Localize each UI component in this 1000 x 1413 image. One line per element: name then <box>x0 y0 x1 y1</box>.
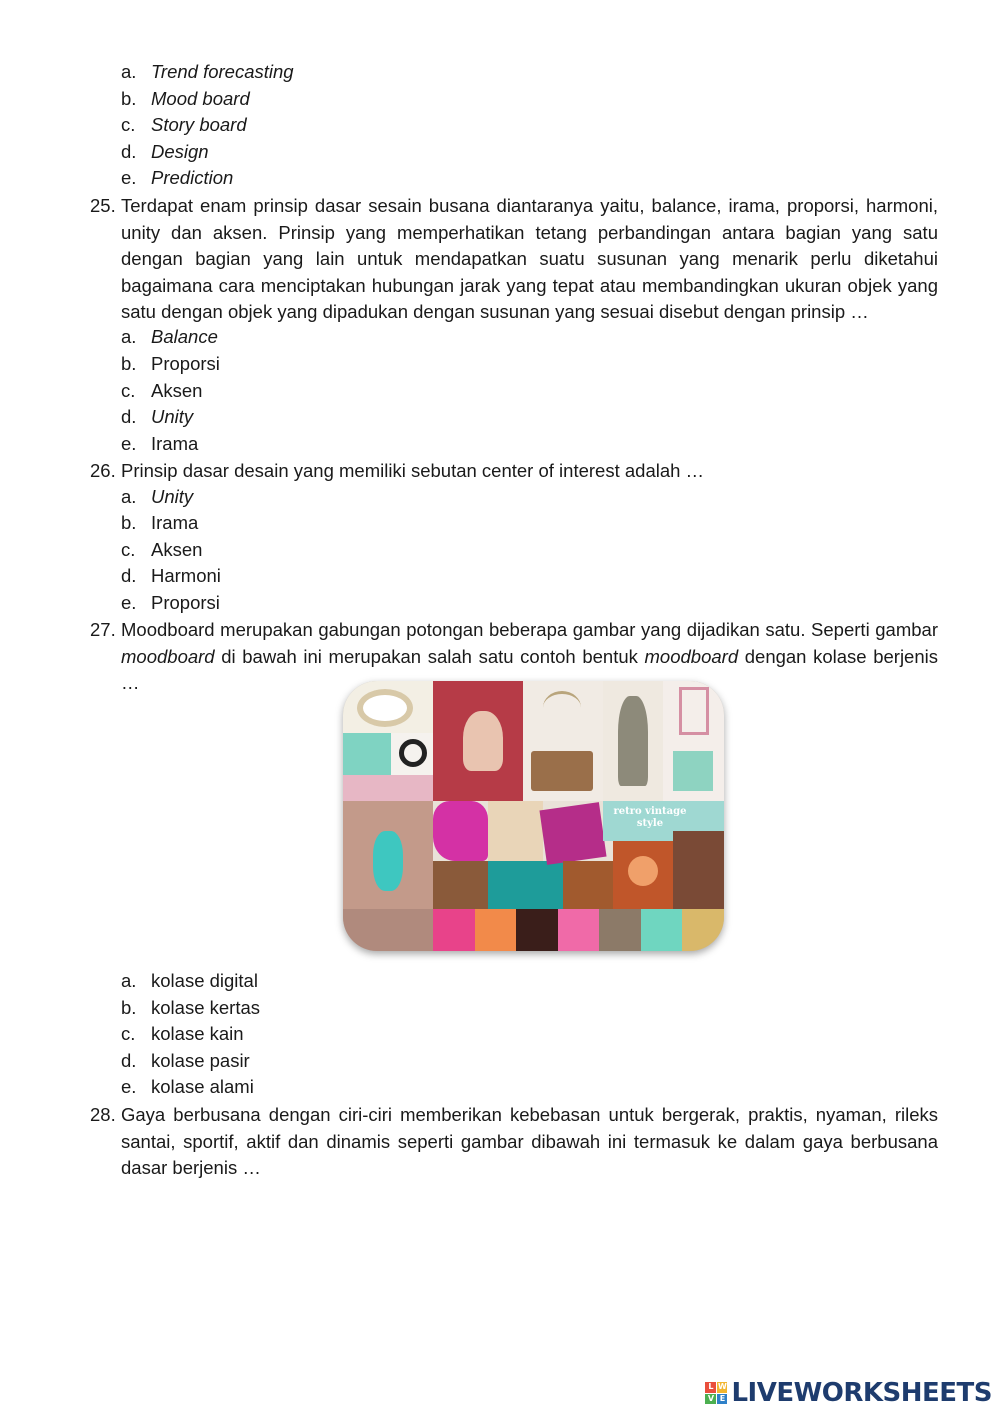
circle-motif <box>628 856 658 886</box>
q27-option-e[interactable]: e. kolase alami <box>121 1076 254 1097</box>
pink-chair-shape <box>433 801 488 861</box>
moodboard-caption: retro vintage style <box>613 806 687 829</box>
q27-option-c[interactable]: c. kolase kain <box>121 1023 244 1044</box>
teal-swimsuit-shape <box>373 831 403 891</box>
lamp-shape <box>673 751 713 791</box>
color-swatch <box>641 909 683 951</box>
q26-option-b[interactable]: b. Irama <box>121 512 199 533</box>
color-swatch <box>558 909 600 951</box>
question-number: 26. <box>90 460 116 481</box>
q24-option-a[interactable]: a. Trend forecasting <box>121 61 294 82</box>
question-number: 27. <box>90 619 116 640</box>
question-28 <box>90 1102 938 1182</box>
question-26 <box>90 458 938 485</box>
wood-texture <box>433 861 488 909</box>
liveworksheets-logo-mark-icon: L W V E <box>705 1382 727 1404</box>
q24-option-e[interactable]: e. Prediction <box>121 167 234 188</box>
q24-option-c[interactable]: c. Story board <box>121 114 247 135</box>
q24-option-d[interactable]: d. Design <box>121 141 209 162</box>
q25-option-a[interactable]: a. Balance <box>121 326 218 347</box>
woman-figure <box>463 711 503 771</box>
q26-option-c[interactable]: c. Aksen <box>121 539 203 560</box>
logo-text: LIVEWORKSHEETS <box>731 1378 992 1408</box>
floral-pattern-photo <box>343 775 433 801</box>
magenta-fabric <box>539 802 606 865</box>
color-swatch <box>599 909 641 951</box>
dress-figure <box>618 696 648 786</box>
plate-shape <box>357 689 413 727</box>
question-text: Terdapat enam prinsip dasar sesain busana diantaranya yaitu, balance, irama, proporsi, harmoni, unity dan aksen. Prinsip yang memperhatikan tetang perbandingan antara bagian yang satu dengan bagian yang lain untuk mendapatkan suatu susunan yang menarik perlu diketahui bagaimana cara menciptakan hubungan jarak yang tepat atau membandingkan ukuran objek yang satu dengan objek yang dipadukan dengan susunan yang sesuai disebut dengan prinsip … <box>121 195 938 322</box>
q25-option-b[interactable]: b. Proporsi <box>121 353 220 374</box>
q24-option-b[interactable]: b. Mood board <box>121 88 250 109</box>
question-text: Moodboard merupakan gabungan potongan beberapa gambar yang dijadikan satu. Seperti gambar moodboard di bawah ini merupakan salah satu contoh bentuk moodboard dengan kolase berjenis … <box>121 619 938 693</box>
q25-option-c[interactable]: c. Aksen <box>121 380 203 401</box>
q26-option-e[interactable]: e. Proporsi <box>121 592 220 613</box>
question-number: 25. <box>90 195 116 216</box>
q26-option-d[interactable]: d. Harmoni <box>121 565 221 586</box>
q26-option-a[interactable]: a. Unity <box>121 486 194 507</box>
color-swatch <box>682 909 724 951</box>
orange-flower-print <box>563 861 613 909</box>
second-retro-woman-photo <box>673 831 724 909</box>
sconce-shape <box>543 691 581 724</box>
color-swatch <box>516 909 558 951</box>
dresser-shape <box>531 751 593 791</box>
q27-option-a[interactable]: a. kolase digital <box>121 970 258 991</box>
q27-option-b[interactable]: b. kolase kertas <box>121 997 260 1018</box>
pattern-paper <box>488 801 543 861</box>
q25-option-d[interactable]: d. Unity <box>121 406 194 427</box>
question-number: 28. <box>90 1104 116 1125</box>
color-swatch <box>475 909 517 951</box>
black-ring-shape <box>399 739 427 767</box>
teal-dish-photo <box>343 733 391 775</box>
bottom-left-photo-strip <box>343 909 433 951</box>
color-swatch <box>433 909 475 951</box>
q27-option-d[interactable]: d. kolase pasir <box>121 1050 250 1071</box>
q25-option-e[interactable]: e. Irama <box>121 433 199 454</box>
chair-frame-shape <box>679 687 709 735</box>
moodboard-image <box>343 681 724 951</box>
question-text: Prinsip dasar desain yang memiliki sebutan center of interest adalah … <box>121 460 705 481</box>
question-text: Gaya berbusana dengan ciri-ciri memberikan kebebasan untuk bergerak, praktis, nyaman, rileks santai, sportif, aktif dan dinamis seperti gambar dibawah ini termasuk ke dalam gaya berbusana dasar berjenis … <box>121 1104 938 1178</box>
question-25 <box>90 193 938 326</box>
teal-fabric <box>488 861 563 909</box>
liveworksheets-logo[interactable] <box>705 1378 992 1408</box>
